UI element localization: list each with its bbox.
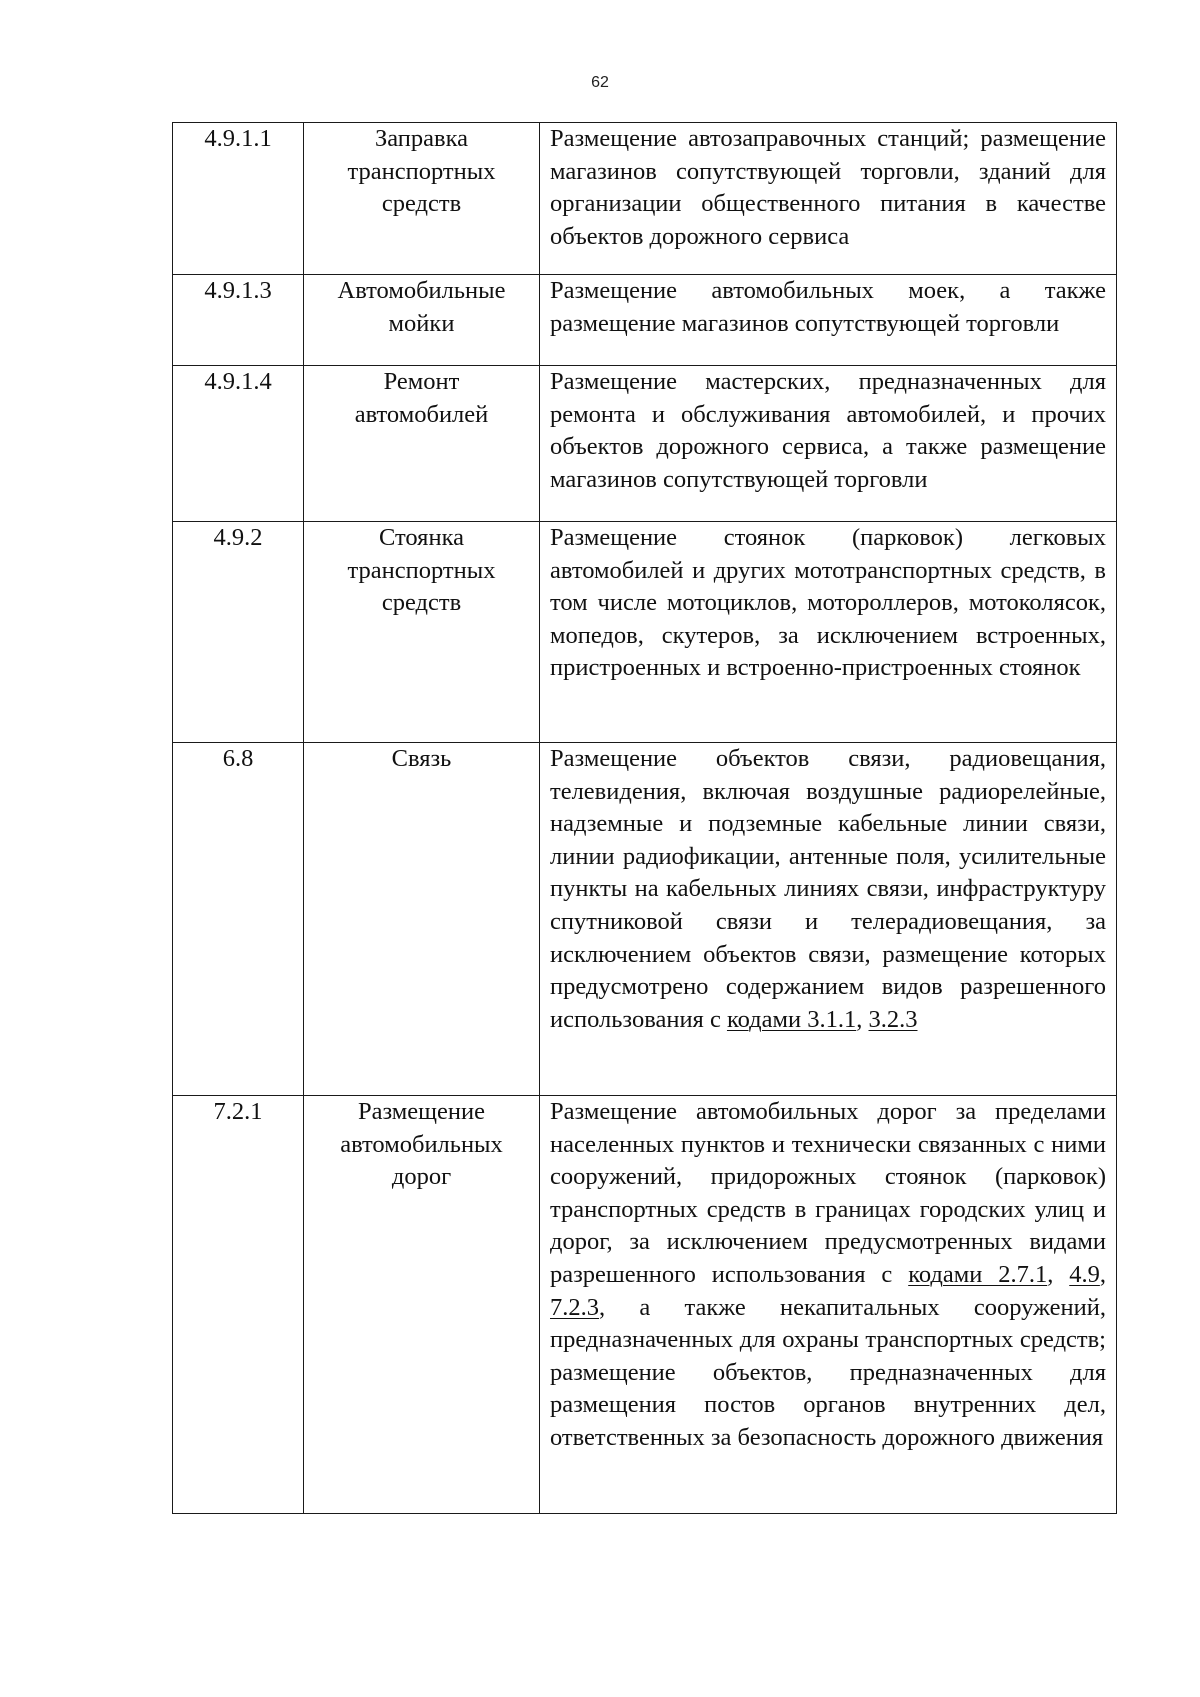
description-text: Размещение автозаправочных станций; размещение магазинов сопутствующей торговли, зданий для организации общественного питания в качестве объектов дорожного сервиса (550, 125, 1106, 250)
code-reference-link[interactable]: 4.9 (1069, 1260, 1100, 1288)
name-cell: Заправка транспортных средств (304, 123, 540, 275)
name-cell: Связь (304, 743, 540, 1096)
page-number: 62 (591, 74, 609, 91)
description-cell (540, 743, 1117, 1096)
description-text: Размещение объектов связи, радиовещания, телевидения, включая воздушные радиорелейные, надземные и подземные кабельные линии связи, линии радиофикации, антенные поля, усилительные пункты на кабельных линиях связи, инфраструктуру спутниковой связи и телерадиовещания, за исключением объектов связи, размещение которых предусмотрено содержанием видов разрешенного использования с (550, 745, 1106, 1033)
description-cell (540, 1096, 1117, 1514)
table-row (173, 743, 1117, 1096)
code-cell: 4.9.1.1 (173, 123, 304, 275)
description-cell (540, 366, 1117, 522)
description-text: , а также некапитальных сооружений, предназначенных для охраны транспортных средств; размещение объектов, предназначенных для размещения постов органов внутренних дел, ответственных за безопасность дорожного движения (550, 1293, 1106, 1451)
table-row (173, 1096, 1117, 1514)
description-text: Размещение стоянок (парковок) легковых автомобилей и других мототранспортных средств, в том числе мотоциклов, мотороллеров, мотоколясок, мопедов, скутеров, за исключением встроенных, пристроенных и встроенно-пристроенных стоянок (550, 524, 1106, 682)
code-reference-link[interactable]: кодами 2.7.1 (908, 1260, 1048, 1288)
table-row (173, 275, 1117, 366)
code-reference-link[interactable]: кодами 3.1.1 (726, 1005, 857, 1033)
name-cell: Ремонт автомобилей (304, 366, 540, 522)
code-cell: 4.9.1.4 (173, 366, 304, 522)
description-cell (540, 123, 1117, 275)
description-text: , (1047, 1260, 1070, 1288)
description-cell (540, 275, 1117, 366)
description-text: , (1099, 1260, 1106, 1288)
name-cell: Стоянка транспортных средств (304, 522, 540, 743)
table-row (173, 123, 1117, 275)
code-cell: 4.9.2 (173, 522, 304, 743)
description-cell (540, 522, 1117, 743)
code-cell: 7.2.1 (173, 1096, 304, 1514)
description-text: Размещение мастерских, предназначенных для ремонта и обслуживания автомобилей, и прочих объектов дорожного сервиса, а также размещение магазинов сопутствующей торговли (550, 368, 1106, 493)
description-text: Размещение автомобильных моек, а также размещение магазинов сопутствующей торговли (550, 277, 1106, 337)
land-use-table (172, 122, 1117, 1514)
description-text: Размещение автомобильных дорог за пределами населенных пунктов и технически связанных с ними сооружений, придорожных стоянок (парковок) транспортных средств в границах городских улиц и дорог, за исключением предусмотренных видами разрешенного использования с (550, 1098, 1106, 1288)
name-cell: Автомобильные мойки (304, 275, 540, 366)
code-cell: 4.9.1.3 (173, 275, 304, 366)
code-reference-link[interactable]: 3.2.3 (868, 1005, 918, 1033)
code-cell: 6.8 (173, 743, 304, 1096)
description-text: , (856, 1005, 869, 1033)
table-row (173, 522, 1117, 743)
code-reference-link[interactable]: 7.2.3 (550, 1293, 599, 1321)
table-row (173, 366, 1117, 522)
name-cell: Размещение автомобильных дорог (304, 1096, 540, 1514)
